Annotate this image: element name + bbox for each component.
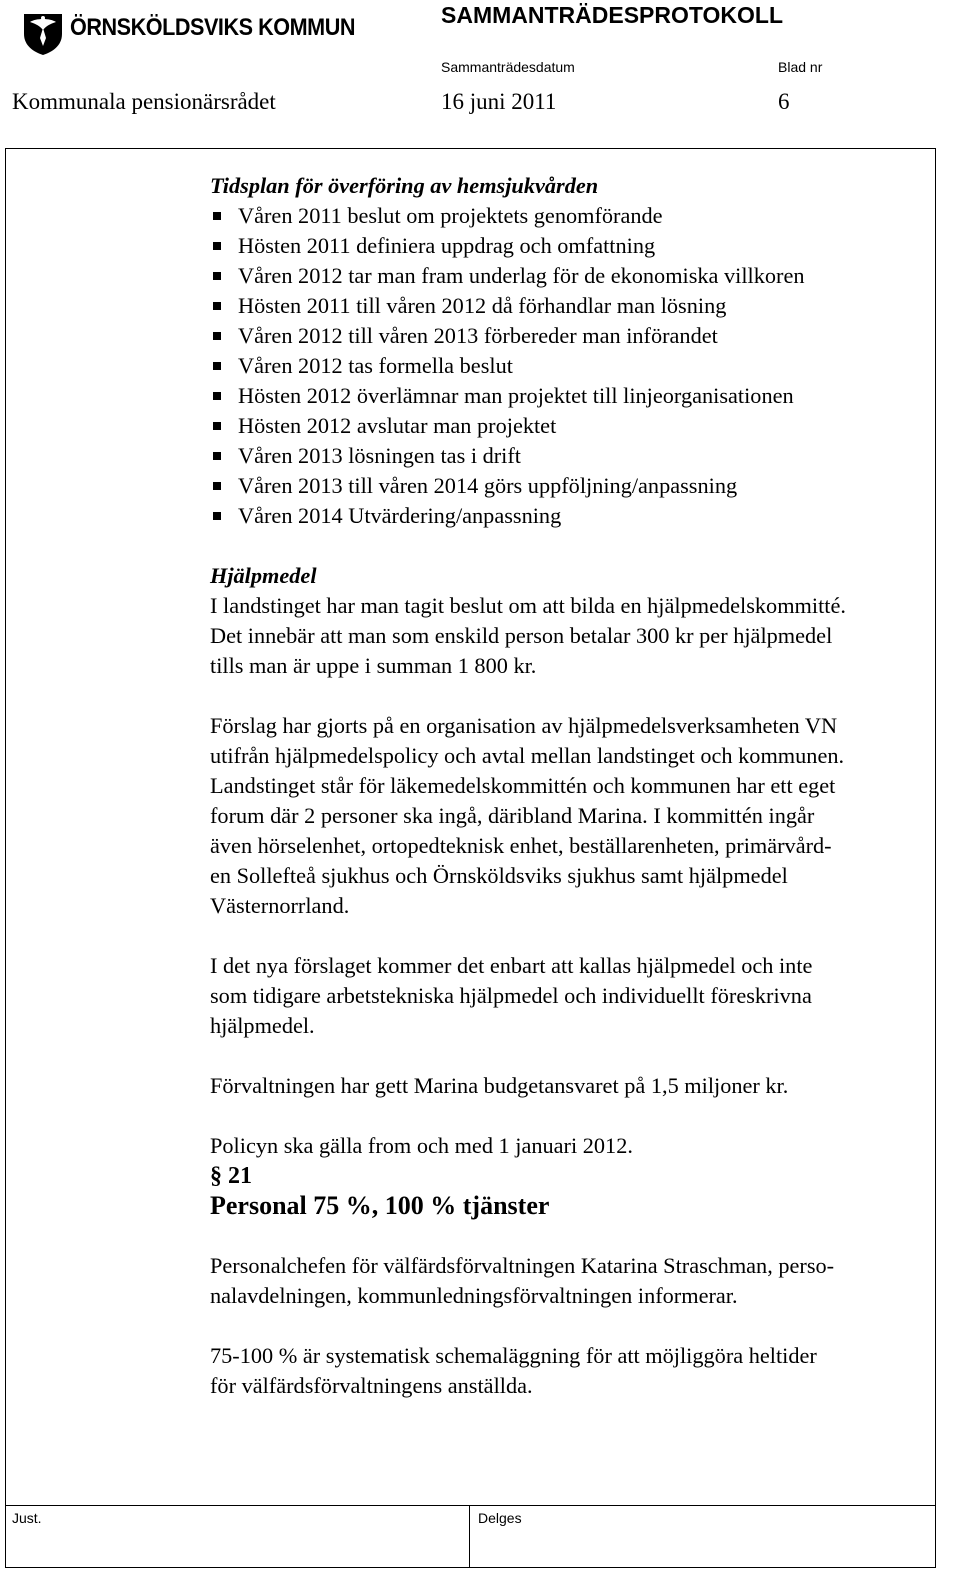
list-item: Hösten 2011 till våren 2012 då förhandlar man lösning	[210, 291, 955, 321]
text-line: forum där 2 personer ska ingå, däribland Marina. I kommittén ingår	[210, 803, 815, 828]
list-item: Hösten 2012 överlämnar man projektet till linjeorganisationen	[210, 381, 955, 411]
list-item: Hösten 2011 definiera uppdrag och omfattning	[210, 231, 955, 261]
footer-delges-label: Delges	[478, 1510, 522, 1526]
text-line: även hörselenhet, ortopedteknisk enhet, beställarenheten, primärvård-	[210, 833, 832, 858]
meeting-date-label: Sammanträdesdatum	[441, 59, 575, 75]
meeting-date: 16 juni 2011	[441, 89, 557, 114]
text-line: Västernorrland.	[210, 893, 350, 918]
text-line: som tidigare arbetstekniska hjälpmedel och individuellt föreskrivna	[210, 983, 812, 1008]
section-paragraph-2	[210, 1341, 955, 1401]
body-name: Kommunala pensionärsrådet	[12, 89, 276, 114]
timeline-list	[210, 201, 955, 531]
list-item: Våren 2011 beslut om projektets genomförande	[210, 201, 955, 231]
text-line: I det nya förslaget kommer det enbart att kallas hjälpmedel och inte	[210, 953, 813, 978]
text-line: tills man är uppe i summan 1 800 kr.	[210, 653, 537, 678]
text-line: 75-100 % är systematisk schemaläggning för att möjliggöra heltider	[210, 1343, 817, 1368]
text-line: hjälpmedel.	[210, 1013, 315, 1038]
text-line: Förslag har gjorts på en organisation av hjälpmedelsverksamheten VN	[210, 713, 838, 738]
list-item: Hösten 2012 avslutar man projektet	[210, 411, 955, 441]
footer-column-divider	[469, 1505, 470, 1568]
text-line: en Sollefteå sjukhus och Örnsköldsviks sjukhus samt hjälpmedel	[210, 863, 788, 888]
list-item: Våren 2014 Utvärdering/anpassning	[210, 501, 955, 531]
text-line: utifrån hjälpmedelspolicy och avtal mellan landstinget och kommunen.	[210, 743, 845, 768]
section-paragraph-1	[210, 1251, 955, 1311]
aids-paragraph-3	[210, 951, 955, 1041]
aids-paragraph-4: Förvaltningen har gett Marina budgetansvaret på 1,5 miljoner kr.	[210, 1073, 789, 1098]
list-item: Våren 2013 lösningen tas i drift	[210, 441, 955, 471]
text-line: Det innebär att man som enskild person betalar 300 kr per hjälpmedel	[210, 623, 833, 648]
aids-paragraph-1	[210, 591, 955, 681]
organization-name: ÖRNSKÖLDSVIKS KOMMUN	[70, 14, 356, 41]
document-type: SAMMANTRÄDESPROTOKOLL	[441, 2, 784, 28]
text-line: Personalchefen för välfärdsförvaltningen Katarina Straschman, perso-	[210, 1253, 835, 1278]
municipal-crest-icon	[20, 8, 66, 56]
list-item: Våren 2013 till våren 2014 görs uppföljning/anpassning	[210, 471, 955, 501]
section-number: § 21	[210, 1163, 252, 1189]
list-item: Våren 2012 till våren 2013 förbereder man införandet	[210, 321, 955, 351]
list-item: Våren 2012 tar man fram underlag för de ekonomiska villkoren	[210, 261, 955, 291]
aids-paragraph-2	[210, 711, 955, 921]
timeline-heading: Tidsplan för överföring av hemsjukvården	[210, 173, 599, 198]
page-number: 6	[778, 89, 790, 114]
list-item: Våren 2012 tas formella beslut	[210, 351, 955, 381]
footer-divider	[5, 1505, 936, 1506]
aids-paragraph-5: Policyn ska gälla from och med 1 januari 2012.	[210, 1133, 633, 1158]
document-body	[210, 171, 955, 1401]
text-line: Landstinget står för läkemedelskommittén och kommunen har ett eget	[210, 773, 836, 798]
aids-heading: Hjälpmedel	[210, 563, 317, 588]
section-title: Personal 75 %, 100 % tjänster	[210, 1191, 550, 1220]
text-line: I landstinget har man tagit beslut om att bilda en hjälpmedelskommitté.	[210, 593, 846, 618]
page-number-label: Blad nr	[778, 59, 823, 75]
footer-just-label: Just.	[12, 1510, 42, 1526]
text-line: för välfärdsförvaltningens anställda.	[210, 1373, 533, 1398]
text-line: nalavdelningen, kommunledningsförvaltningen informerar.	[210, 1283, 738, 1308]
